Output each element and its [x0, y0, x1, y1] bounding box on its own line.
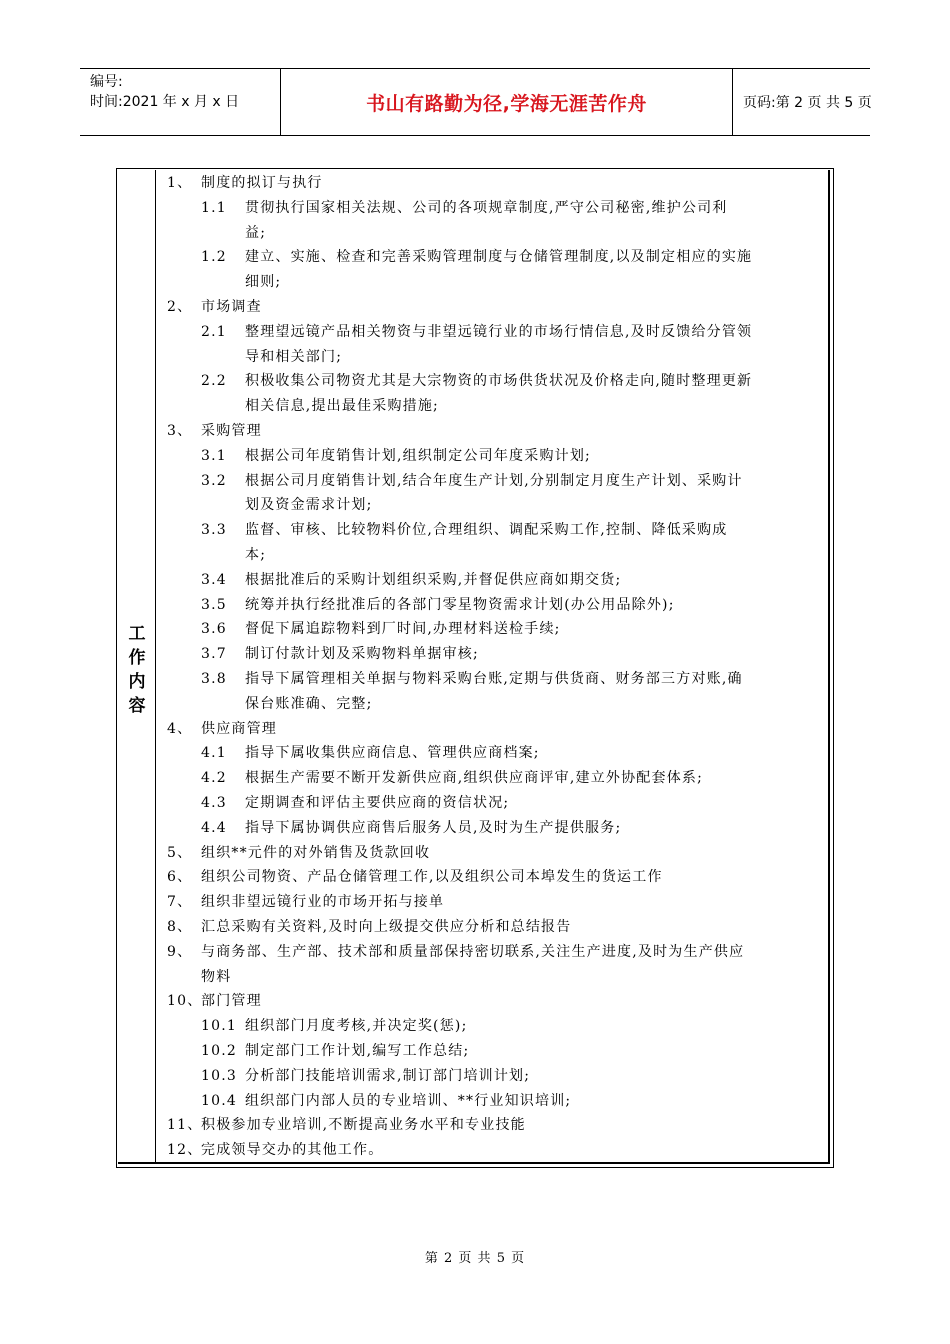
item-text: 根据生产需要不断开发新供应商,组织供应商评审,建立外协配套体系; — [245, 770, 704, 787]
item-text-continuation: 本; — [245, 547, 267, 563]
item-number: 8、 — [167, 919, 193, 935]
header-meta — [80, 69, 280, 135]
side-title-char: 工 — [128, 624, 146, 644]
item-number: 3、 — [167, 423, 193, 439]
item-heading: 组织非望远镜行业的市场开拓与接单 — [201, 894, 445, 911]
side-title — [118, 622, 156, 718]
item-text: 整理望远镜产品相关物资与非望远镜行业的市场行情信息,及时反馈给分管领 — [245, 323, 753, 340]
item-text: 组织部门月度考核,并决定奖(惩); — [245, 1018, 468, 1035]
item-number: 3.5 — [201, 596, 227, 613]
document-number-label: 编号: — [90, 74, 123, 90]
item-number: 4.4 — [201, 819, 227, 836]
item-text: 定期调查和评估主要供应商的资信状况; — [245, 795, 510, 811]
item-number: 10.4 — [201, 1092, 237, 1109]
page-footer: 第 2 页 共 5 页 — [424, 1251, 526, 1266]
item-number: 10.1 — [201, 1018, 237, 1035]
work-content-table — [116, 168, 834, 1168]
item-heading: 组织公司物资、产品仓储管理工作,以及组织公司本埠发生的货运工作 — [201, 869, 663, 886]
item-text-continuation: 细则; — [245, 274, 282, 291]
item-text: 统筹并执行经批准后的各部门零星物资需求计划(办公用品除外); — [245, 596, 675, 613]
item-text-continuation: 导和相关部门; — [245, 348, 343, 365]
item-number: 10.2 — [201, 1043, 237, 1059]
item-number: 4.1 — [201, 745, 227, 762]
item-number: 4.2 — [201, 770, 227, 787]
item-number: 1.2 — [201, 249, 227, 266]
item-number: 3.1 — [201, 447, 227, 464]
item-text: 组织部门内部人员的专业培训、**行业知识培训; — [245, 1092, 572, 1109]
work-content-cell — [157, 170, 828, 1162]
header-motto: 书山有路勤为径,学海无涯苦作舟 — [280, 69, 733, 135]
side-title-char: 内 — [128, 672, 146, 692]
item-text: 指导下属协调供应商售后服务人员,及时为生产提供服务; — [245, 819, 622, 836]
item-text: 制订付款计划及采购物料单据审核; — [245, 646, 479, 663]
item-number: 4、 — [167, 720, 193, 737]
item-text-continuation: 划及资金需求计划; — [245, 497, 373, 514]
item-number: 2.1 — [201, 323, 227, 340]
item-number: 5、 — [167, 844, 193, 861]
item-text-continuation: 物料 — [201, 968, 232, 985]
item-text: 建立、实施、检查和完善采购管理制度与仓储管理制度,以及制定相应的实施 — [245, 249, 753, 266]
item-number: 3.4 — [201, 571, 227, 588]
item-number: 10、 — [167, 993, 203, 1010]
item-text: 指导下属管理相关单据与物料采购台账,定期与供货商、财务部三方对账,确 — [245, 671, 743, 687]
item-number: 1.1 — [201, 199, 227, 216]
item-heading: 供应商管理 — [201, 720, 277, 737]
item-number: 7、 — [167, 894, 193, 911]
item-text: 根据批准后的采购计划组织采购,并督促供应商如期交货; — [245, 571, 622, 588]
item-heading: 部门管理 — [201, 993, 262, 1010]
item-text: 根据公司月度销售计划,结合年度生产计划,分别制定月度生产计划、采购计 — [245, 472, 743, 489]
side-title-char: 作 — [128, 648, 146, 668]
item-number: 6、 — [167, 869, 193, 886]
table-inner — [118, 170, 830, 1164]
item-text: 根据公司年度销售计划,组织制定公司年度采购计划; — [245, 447, 591, 464]
item-number: 3.6 — [201, 621, 227, 638]
item-heading: 汇总采购有关资料,及时向上级提交供应分析和总结报告 — [201, 919, 572, 935]
item-text: 指导下属收集供应商信息、管理供应商档案; — [245, 745, 540, 762]
item-text: 督促下属追踪物料到厂时间,办理材料送检手续; — [245, 621, 561, 638]
item-heading: 采购管理 — [201, 423, 262, 439]
item-heading: 组织**元件的对外销售及货款回收 — [201, 844, 431, 861]
side-title-cell — [118, 170, 156, 1162]
item-number: 12、 — [167, 1142, 203, 1159]
header-page-code: 页码:第 2 页 共 5 页 — [743, 95, 872, 111]
item-number: 3.8 — [201, 671, 227, 687]
item-heading: 市场调查 — [201, 299, 262, 315]
item-text: 监督、审核、比较物料价位,合理组织、调配采购工作,控制、降低采购成 — [245, 522, 728, 539]
item-number: 10.3 — [201, 1067, 237, 1084]
item-number: 3.7 — [201, 646, 227, 663]
item-number: 3.3 — [201, 522, 227, 539]
item-text-continuation: 保台账准确、完整; — [245, 695, 373, 712]
item-text: 积极收集公司物资尤其是大宗物资的市场供货状况及价格走向,随时整理更新 — [245, 373, 753, 390]
item-number: 2.2 — [201, 373, 227, 390]
document-time-label: 时间:2021 年 x 月 x 日 — [90, 94, 240, 110]
item-heading: 积极参加专业培训,不断提高业务水平和专业技能 — [201, 1117, 526, 1134]
item-text-continuation: 相关信息,提出最佳采购措施; — [245, 398, 439, 415]
item-number: 9、 — [167, 943, 193, 960]
item-number: 3.2 — [201, 472, 227, 489]
item-heading: 完成领导交办的其他工作。 — [201, 1142, 384, 1159]
side-title-char: 容 — [128, 696, 146, 716]
page-header — [80, 68, 870, 136]
item-number: 1、 — [167, 175, 193, 191]
item-text: 制定部门工作计划,编写工作总结; — [245, 1043, 470, 1059]
item-heading: 与商务部、生产部、技术部和质量部保持密切联系,关注生产进度,及时为生产供应 — [201, 943, 745, 960]
item-heading: 制度的拟订与执行 — [201, 175, 323, 191]
item-number: 11、 — [167, 1117, 203, 1134]
item-text: 分析部门技能培训需求,制订部门培训计划; — [245, 1067, 531, 1084]
item-text-continuation: 益; — [245, 224, 267, 241]
item-text: 贯彻执行国家相关法规、公司的各项规章制度,严守公司秘密,维护公司利 — [245, 199, 728, 216]
item-number: 4.3 — [201, 795, 227, 811]
item-number: 2、 — [167, 299, 193, 315]
